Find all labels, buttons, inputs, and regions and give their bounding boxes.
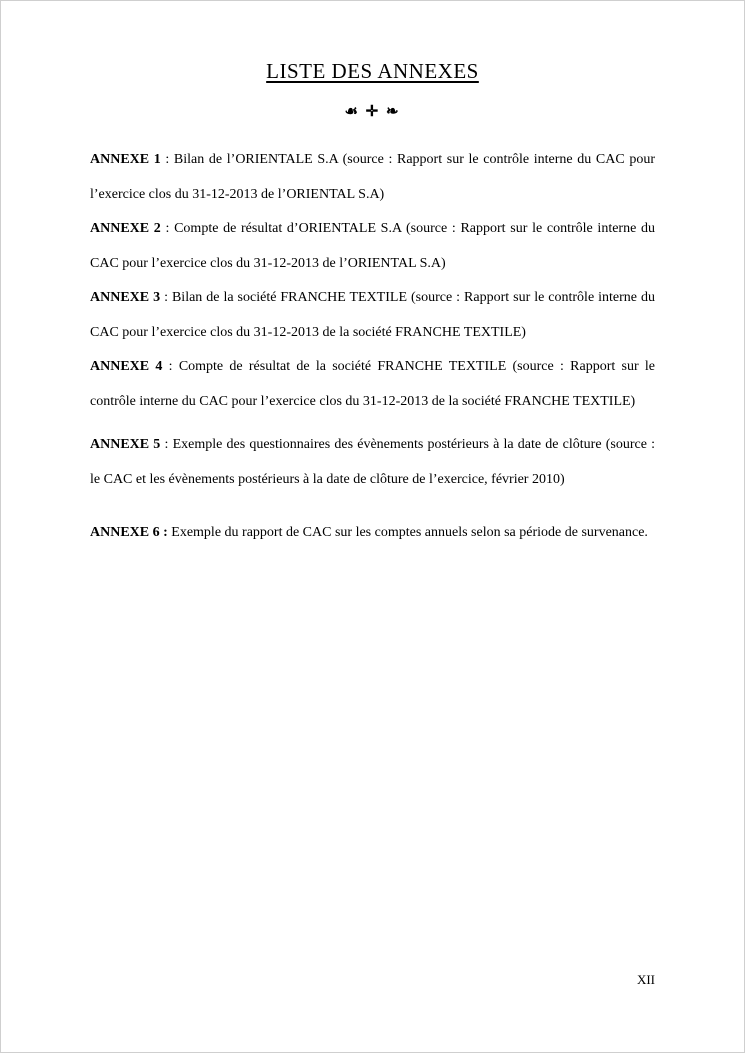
annexe-item-6 [90, 516, 655, 551]
annexe-label: ANNEXE 2 [90, 221, 161, 236]
page-number: XII [636, 972, 655, 987]
annexe-label: ANNEXE 6 : [90, 525, 168, 540]
annexe-text: : Bilan de la société FRANCHE TEXTILE (source : Rapport sur le contrôle interne du CAC pour l’exercice clos du 31-12-2013 de la société FRANCHE TEXTILE) [90, 290, 655, 340]
annexe-label: ANNEXE 3 [90, 290, 161, 305]
annexe-text: : Compte de résultat d’ORIENTALE S.A (source : Rapport sur le contrôle interne du CAC pour l’exercice clos du 31-12-2013 de l’ORIENTAL S.A) [90, 221, 655, 271]
annexe-item-5 [90, 428, 655, 497]
annexe-text: : Bilan de l’ORIENTALE S.A (source : Rapport sur le contrôle interne du CAC pour l’exercice clos du 31-12-2013 de l’ORIENTAL S.A) [90, 152, 655, 202]
annexe-label: ANNEXE 5 [90, 437, 161, 452]
annexe-text: Exemple du rapport de CAC sur les comptes annuels selon sa période de survenance. [167, 525, 648, 540]
annexe-label: ANNEXE 4 [90, 359, 163, 374]
annexe-item-2 [90, 212, 655, 281]
annexe-text: : Compte de résultat de la société FRANCHE TEXTILE (source : Rapport sur le contrôle interne du CAC pour l’exercice clos du 31-12-2013 de la société FRANCHE TEXTILE) [90, 359, 655, 409]
page-title: LISTE DES ANNEXES [266, 59, 479, 83]
annexe-label: ANNEXE 1 [90, 152, 161, 167]
ornament-divider: ☙ ✛ ❧ [344, 104, 401, 120]
annexe-item-3 [90, 281, 655, 350]
annexe-text: : Exemple des questionnaires des évènements postérieurs à la date de clôture (source : le CAC et les évènements postérieurs à la date de clôture de l’exercice, février 2010) [90, 437, 655, 487]
annexe-item-1 [90, 143, 655, 212]
annexe-item-4 [90, 350, 655, 419]
